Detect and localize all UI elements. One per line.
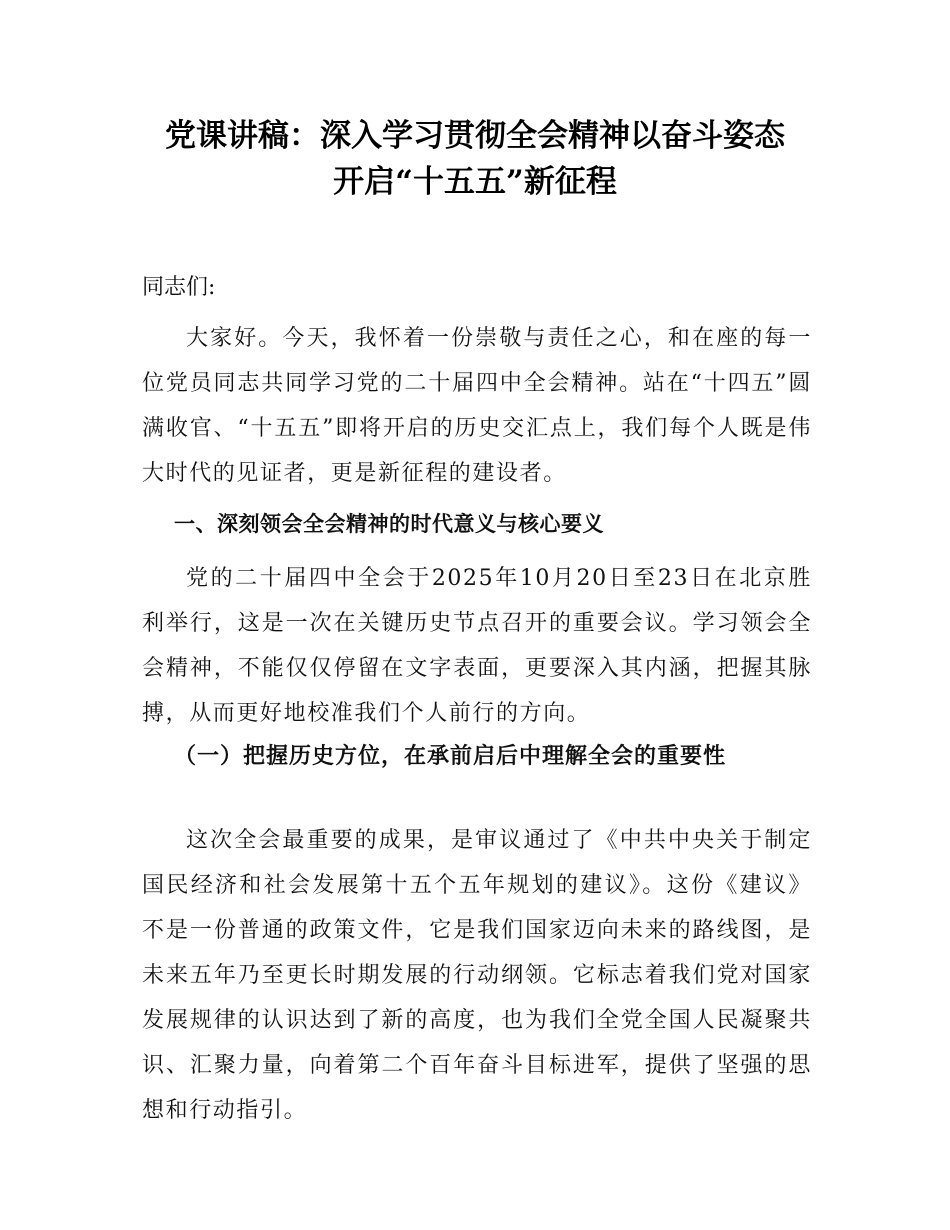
document-title-line-1: 党课讲稿：深入学习贯彻全会精神以奋斗姿态 [165, 118, 785, 154]
section-heading-1: 一、深刻领会全会精神的时代意义与核心要义 [174, 512, 604, 536]
document-title-line-2: 开启“十五五”新征程 [333, 164, 617, 200]
paragraph-intro: 大家好。今天，我怀着一份崇敬与责任之心，和在座的每一位党员同志共同学习党的二十届四中全会精神。站在“十四五”圆满收官、“十五五”即将开启的历史交汇点上，我们每个人既是伟大时代的见证者，更是新征程的建设者。 [142, 326, 812, 486]
paragraph-plan-proposal: 这次全会最重要的成果，是审议通过了《中共中央关于制定国民经济和社会发展第十五个五年规划的建议》。这份《建议》不是一份普通的政策文件，它是我们国家迈向未来的路线图，是未来五年乃至更长时期发展的行动纲领。它标志着我们党对国家发展规律的认识达到了新的高度，也为我们全党全国人民凝聚共识、汇聚力量，向着第二个百年奋斗目标进军，提供了坚强的思想和行动指引。 [142, 828, 812, 1123]
paragraph-plenum-overview: 党的二十届四中全会于2025年10月20日至23日在北京胜利举行，这是一次在关键历史节点召开的重要会议。学习领会全会精神，不能仅仅停留在文字表面，更要深入其内涵，把握其脉搏，从而更好地校准我们个人前行的方向。 [142, 566, 812, 726]
salutation: 同志们: [142, 275, 216, 300]
subsection-heading-1: （一）把握历史方位，在承前启后中理解全会的重要性 [174, 743, 727, 769]
